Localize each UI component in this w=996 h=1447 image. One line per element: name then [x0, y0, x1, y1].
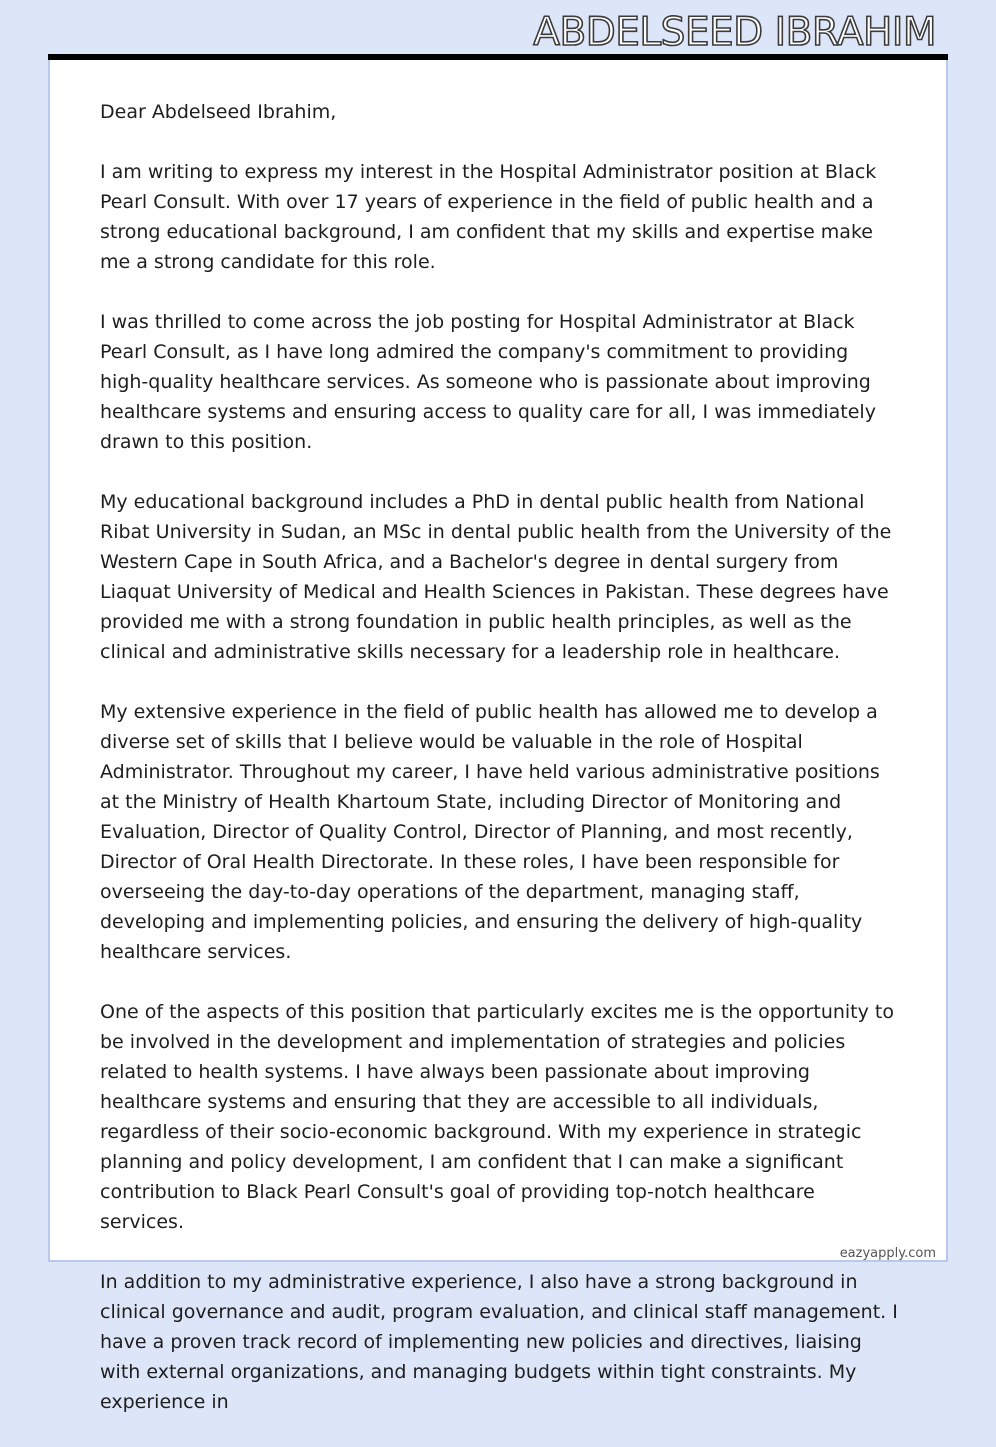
applicant-name-header: ABDELSEED IBRAHIM: [533, 10, 936, 55]
paragraph-experience: My extensive experience in the field of public health has allowed me to develop a diverse set of skills that I believe would be valuable in the role of Hospital Administrator. Throughout my career, I have held various administrative positions at the Ministry of Health Khartoum State, including Director of Monitoring and Evaluation, Director of Quality Control, Director of Planning, and most recently, Director of Oral Health Directorate. In these roles, I have been responsible for overseeing the day-to-day operations of the department, managing staff, developing and implementing policies, and ensuring the delivery of high-quality healthcare services.: [100, 701, 880, 963]
salutation: Dear Abdelseed Ibrahim,: [100, 101, 337, 123]
paragraph-additional: In addition to my administrative experience, I also have a strong background in clinical governance and audit, program evaluation, and clinical staff management. I have a proven track record of implementing new policies and directives, liaising with external organizations, and managing budgets within tight constraints. My experience in: [100, 1271, 898, 1413]
paragraph-intro: I am writing to express my interest in the Hospital Administrator position at Black Pearl Consult. With over 17 years of experience in the field of public health and a strong educational background, I am confident that my skills and expertise make me a strong candidate for this role.: [100, 161, 877, 273]
paragraph-strategy: One of the aspects of this position that particularly excites me is the opportunity to be involved in the development and implementation of strategies and policies related to health systems. I have always been passionate about improving healthcare systems and ensuring that they are accessible to all individuals, regardless of their socio-economic background. With my experience in strategic planning and policy development, I am confident that I can make a significant contribution to Black Pearl Consult's goal of providing top-notch healthcare services.: [100, 1001, 894, 1233]
cover-letter-body: [100, 97, 900, 1447]
watermark-link[interactable]: eazyapply.com: [839, 1246, 936, 1261]
paragraph-education: My educational background includes a PhD in dental public health from National Ribat University in Sudan, an MSc in dental public health from the University of the Western Cape in South Africa, and a Bachelor's degree in dental surgery from Liaquat University of Medical and Health Sciences in Pakistan. These degrees have provided me with a strong foundation in public health principles, as well as the clinical and administrative skills necessary for a leadership role in healthcare.: [100, 491, 892, 663]
paragraph-motivation: I was thrilled to come across the job posting for Hospital Administrator at Black Pearl Consult, as I have long admired the company's commitment to providing high-quality healthcare services. As someone who is passionate about improving healthcare systems and ensuring access to quality care for all, I was immediately drawn to this position.: [100, 311, 876, 453]
